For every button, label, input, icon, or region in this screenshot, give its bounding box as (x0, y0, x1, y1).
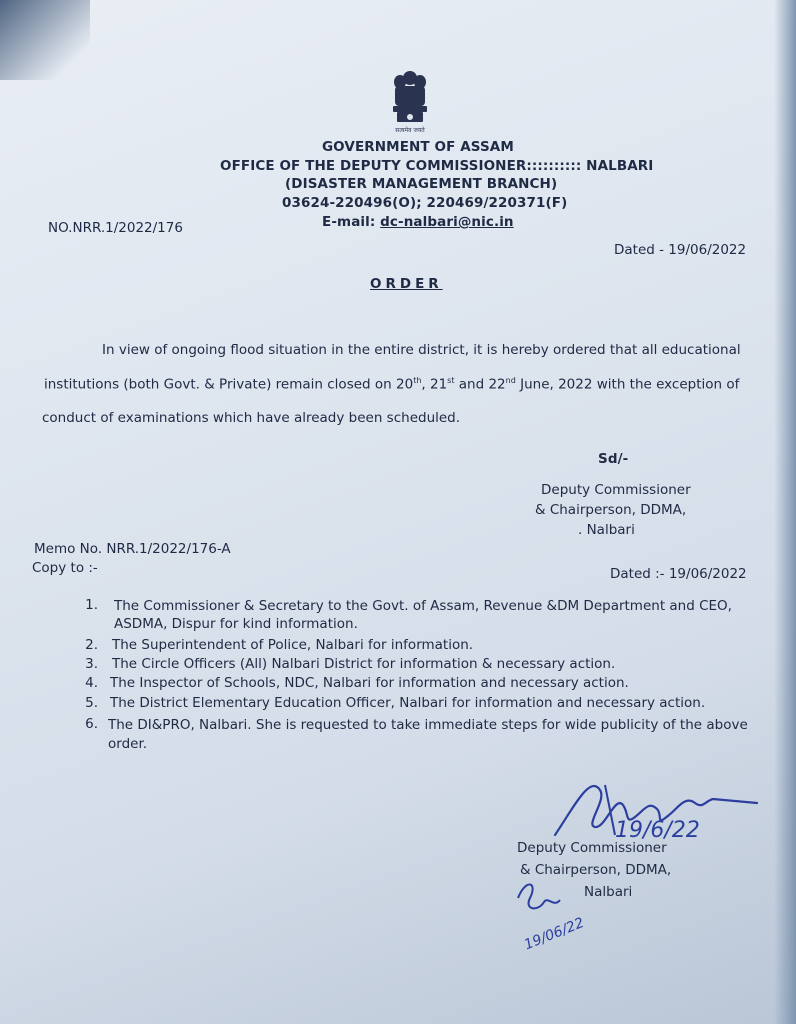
email-label: E-mail: (322, 214, 381, 230)
sig2-designation: Deputy Commissioner (517, 840, 667, 856)
copy-to-label: Copy to :- (32, 560, 98, 576)
list-item: The Superintendent of Police, Nalbari for information. (112, 637, 474, 653)
list-item: The District Elementary Education Officer, Nalbari for information and necessary action. (110, 695, 706, 711)
list-item: The Circle Officers (All) Nalbari District for information & necessary action. (112, 656, 616, 672)
reference-number: NO.NRR.1/2022/176 (48, 220, 183, 236)
body-sep-1: , 21 (421, 376, 448, 393)
body-line-2 (44, 376, 739, 393)
sig1-chairperson: & Chairperson, DDMA, (535, 502, 687, 518)
initials-with-date (508, 868, 598, 958)
order-title: ORDER (370, 276, 443, 292)
page-edge-shadow (774, 0, 796, 1024)
sig2-chairperson: & Chairperson, DDMA, (520, 862, 672, 878)
sup-st: st (447, 376, 455, 385)
list-item: The DI&PRO, Nalbari. She is requested to take immediate steps for wide publicity of the above order. (108, 717, 748, 752)
list-item-number: 6. (85, 716, 98, 732)
sig2-place: Nalbari (584, 884, 633, 900)
body-line-3: conduct of examinations which have already been scheduled. (42, 410, 461, 426)
sd-mark: Sd/- (598, 451, 629, 467)
list-item-number: 4. (85, 675, 98, 691)
email-link[interactable]: dc-nalbari@nic.in (380, 214, 514, 230)
branch-title: (DISASTER MANAGEMENT BRANCH) (285, 176, 558, 192)
body-line-2b: June, 2022 with the exception of (515, 376, 740, 393)
office-title: OFFICE OF THE DEPUTY COMMISSIONER:::::::::: NALBARI (220, 158, 654, 174)
memo-date: Dated :- 19/06/2022 (610, 566, 747, 582)
shadow-corner (0, 0, 90, 80)
government-title: GOVERNMENT OF ASSAM (322, 139, 514, 155)
list-item-number: 1. (85, 597, 98, 613)
email-line (322, 214, 514, 230)
initials-date: 19/06/22 (522, 914, 587, 954)
memo-number: Memo No. NRR.1/2022/176-A (34, 541, 231, 557)
sig1-designation: Deputy Commissioner (541, 482, 691, 498)
handwritten-date: 19/6/22 (615, 818, 700, 843)
list-item: The Commissioner & Secretary to the Govt. of Assam, Revenue &DM Department and CEO, ASDMA, Dispur for kind information. (114, 598, 732, 632)
order-date: Dated - 19/06/2022 (614, 242, 747, 258)
list-item: The Inspector of Schools, NDC, Nalbari for information and necessary action. (110, 675, 629, 691)
sup-th: th (413, 376, 422, 385)
list-item-number: 3. (85, 656, 98, 672)
list-item-number: 5. (85, 695, 98, 711)
body-line-1: In view of ongoing flood situation in the entire district, it is hereby ordered that all educational (102, 342, 741, 358)
body-line-2a: institutions (both Govt. & Private) remain closed on 20 (44, 376, 414, 393)
state-emblem-icon (383, 66, 437, 138)
list-item-number: 2. (85, 637, 98, 653)
emblem-caption: सत्यमेव जयते (395, 127, 425, 134)
phone-numbers: 03624-220496(O); 220469/220371(F) (282, 195, 568, 211)
sup-nd: nd (505, 376, 516, 385)
sig1-place: . Nalbari (578, 522, 635, 538)
body-sep-2: and 22 (454, 376, 506, 393)
